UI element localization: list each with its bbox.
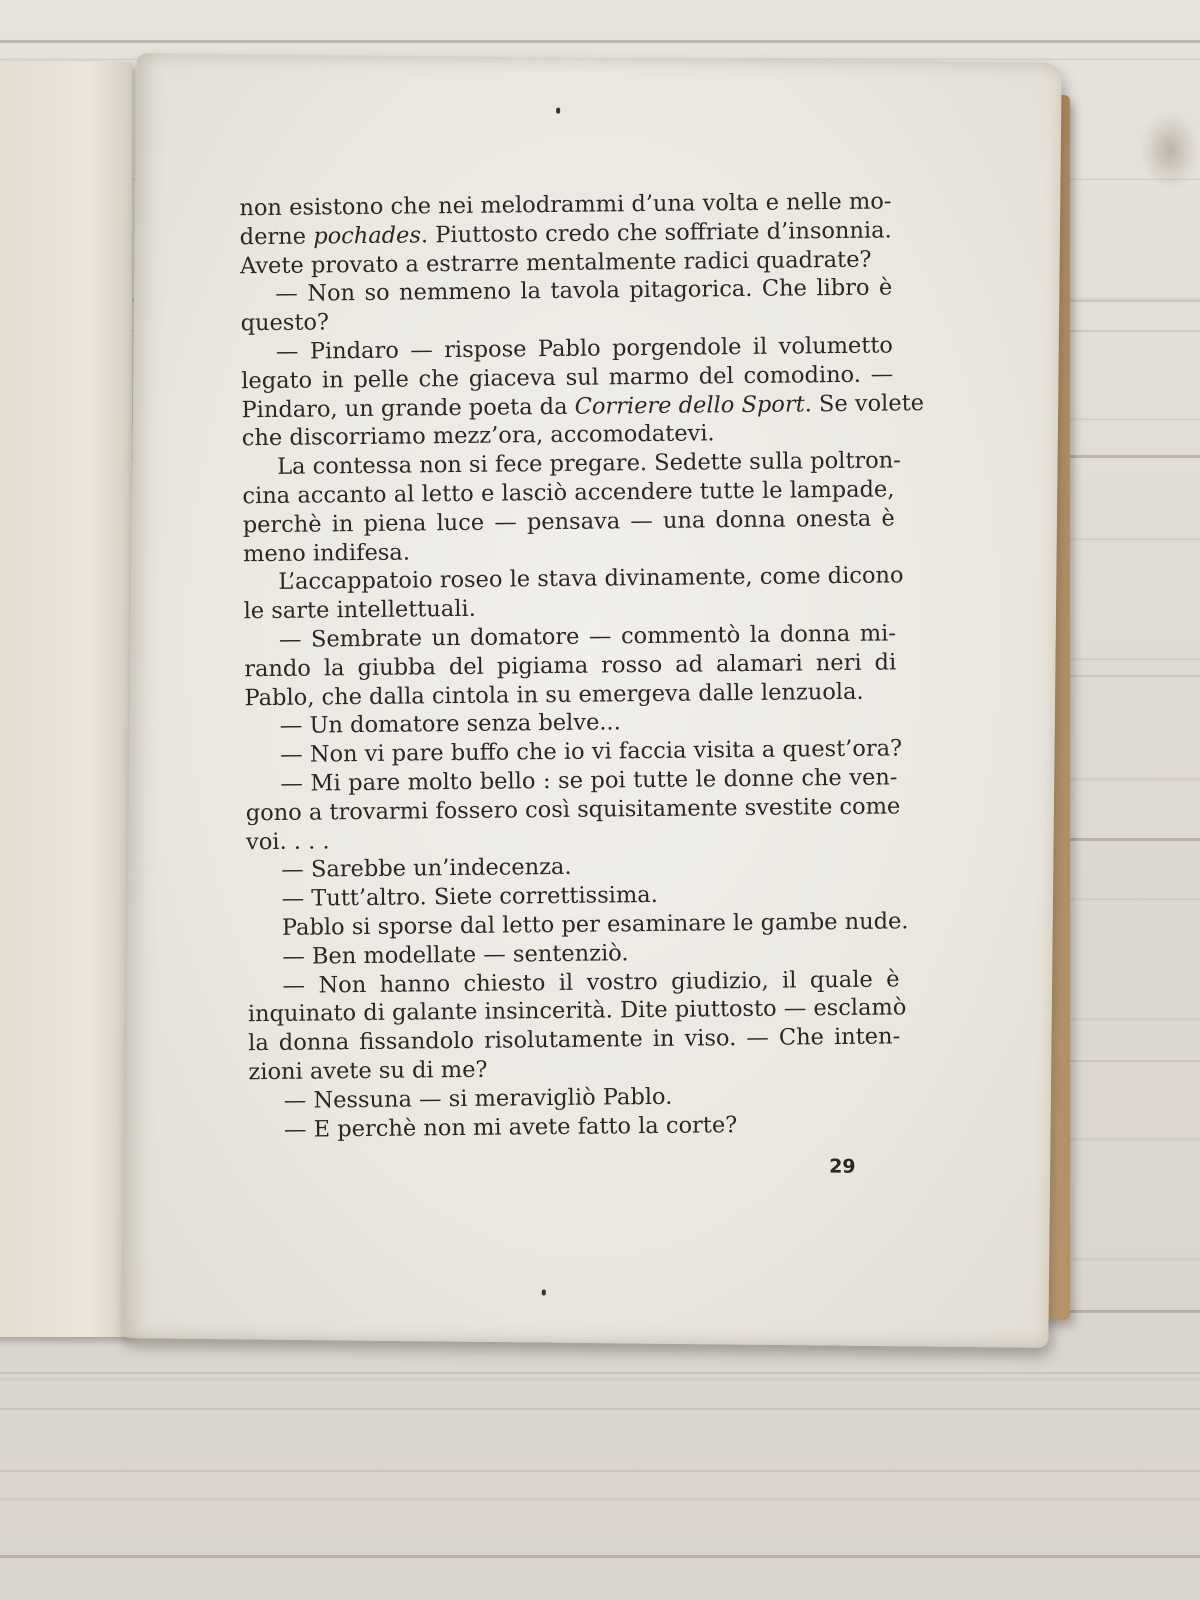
text-segment: Pablo, che dalla cintola in su emergeva dalle lenzuola. [244, 678, 864, 711]
text-segment: inquinato di galante insincerità. Dite piuttosto — esclamò [247, 994, 907, 1028]
page-speck [542, 1290, 546, 1296]
text-segment: questo? [240, 309, 330, 337]
wood-grain [0, 1470, 1200, 1472]
text-segment: Avete provato a estrarre mentalmente radici quadrate? [239, 246, 872, 279]
text-segment: — Non so nemmeno la tavola pitagorica. Che libro è [275, 274, 893, 308]
text-segment: — Tutt’altro. Siete correttissima. [281, 882, 658, 912]
text-segment: — Non vi pare buffo che io vi faccia visita a quest’ora? [280, 735, 903, 769]
text-segment: legato in pelle che giaceva sul marmo del comodino. — [241, 361, 894, 395]
wood-grain [0, 1372, 1200, 1374]
page-text [239, 187, 925, 1144]
page-number: 29 [829, 1155, 856, 1178]
text-segment: — Pindaro — rispose Pablo porgendole il volumetto [275, 332, 894, 365]
text-segment: derne [239, 223, 314, 251]
text-segment: . Se volete [804, 389, 925, 417]
text-segment: — Sembrate un domatore — commentò la donna mi- [278, 620, 897, 653]
italic-text: pochades [313, 222, 422, 250]
text-segment: — E perchè non mi avete fatto la corte? [283, 1111, 738, 1143]
text-segment: — Un domatore senza belve... [279, 709, 621, 740]
wood-grain [0, 1408, 1200, 1410]
text-segment: cina accanto al letto e lasciò accendere tutte le lampade, [242, 476, 895, 510]
text-line [249, 1109, 901, 1145]
text-segment: rando la giubba del pigiama rosso ad alamari neri di [244, 649, 897, 682]
text-segment: zioni avete su di me? [248, 1056, 488, 1086]
text-segment: perchè in piena luce — pensava — una donna onesta è [242, 505, 895, 539]
text-segment: che discorriamo mezz’ora, accomodatevi. [241, 420, 715, 452]
text-segment: L’accappatoio roseo le stava divinamente, come dicono [278, 562, 904, 596]
text-segment: le sarte intellettuali. [243, 595, 476, 625]
italic-text: Corriere dello Sport [574, 390, 805, 420]
text-segment: — Non hanno chiesto il vostro giudizio, il quale è [282, 965, 900, 999]
text-segment: . Piuttosto credo che soffriate d’insonnia. [420, 217, 892, 249]
book-page [123, 53, 1061, 1348]
left-page [0, 62, 132, 1337]
text-segment: La contessa non si fece pregare. Sedette sulla poltron- [277, 447, 901, 481]
text-segment: — Sarebbe un’indecenza. [281, 854, 572, 884]
page-speck [556, 108, 560, 114]
text-segment: voi. . . . [245, 827, 330, 855]
board-seam [0, 1555, 1200, 1558]
text-segment: — Nessuna — si meravigliò Pablo. [283, 1083, 673, 1114]
text-segment: Pindaro, un grande poeta da [241, 393, 575, 423]
text-segment: — Ben modellate — sentenziò. [282, 939, 629, 970]
text-segment: gono a trovarmi fossero così squisitamente svestite come [245, 793, 901, 826]
text-segment: la donna fissandolo risolutamente in viso. — Che inten- [248, 1023, 901, 1057]
text-segment: non esistono che nei melodrammi d’una volta e nelle mo- [239, 188, 892, 222]
wood-knot [1140, 110, 1200, 190]
text-segment: meno indifesa. [242, 539, 411, 567]
text-segment: — Mi pare molto bello : se poi tutte le donne che ven- [280, 764, 898, 797]
board-seam [0, 40, 1200, 43]
text-segment: Pablo si sporse dal letto per esaminare le gambe nude. [281, 908, 909, 941]
